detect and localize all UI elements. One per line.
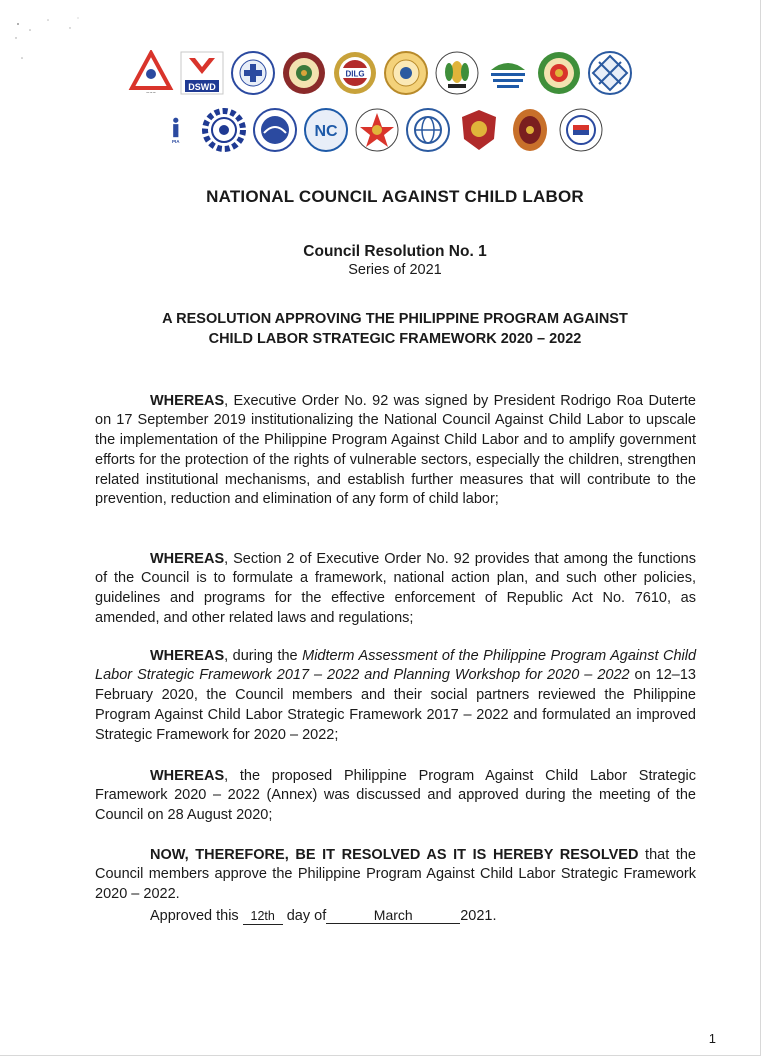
- pia-logo-icon: [166, 107, 196, 153]
- whereas-lead: WHEREAS: [150, 392, 225, 409]
- paragraph-text: , the proposed Philippine Program Against Child Labor Strategic Framework 2020 – 2022 (Annex) was discussed and approved during the meeting of the Council on 28 August 2020;: [95, 767, 696, 824]
- page-number: 1: [708, 1031, 716, 1046]
- resolution-title: [120, 309, 670, 349]
- organization-title: NATIONAL COUNCIL AGAINST CHILD LABOR: [206, 187, 584, 206]
- resolved-paragraph: [95, 846, 696, 905]
- dotr-seal-icon: [558, 107, 604, 153]
- approval-year: 2021.: [460, 908, 497, 924]
- agency-logos-row-2: [166, 107, 604, 153]
- ncip-label: NC: [314, 123, 338, 140]
- resolution-number: Council Resolution No. 1: [303, 243, 487, 260]
- approval-day: 12th: [243, 908, 283, 925]
- cwc-seal-icon: [354, 107, 400, 153]
- whereas-paragraph-3: [95, 647, 696, 746]
- dswd-logo-icon: [179, 50, 225, 96]
- paragraph-text: , during the: [224, 647, 303, 664]
- resolution-series: Series of 2021: [348, 262, 442, 278]
- whereas-lead: WHEREAS: [150, 767, 225, 784]
- approved-prefix: Approved this: [150, 908, 239, 924]
- dilg-label: DILG: [345, 69, 365, 79]
- whereas-paragraph-4: [95, 767, 696, 826]
- paragraph-text: , Executive Order No. 92 was signed by President Rodrigo Roa Duterte on 17 September 2019 institutionalizing the National Council Against Child Labor to upscale the implementation of the Philippine Program Against Child Labor and to amplify government efforts for the protection of the rights of vulnerable sectors, especially the children, strengthen related institutional mechanisms, and establish further measures that will contribute to the prevention, reduction and elimination of any form of child labor;: [95, 392, 696, 508]
- pcw-triangle-seal-icon: [128, 50, 174, 96]
- ncip-seal-icon: [303, 107, 349, 153]
- dost-seal-icon: [587, 50, 633, 96]
- approval-month: March: [326, 907, 460, 924]
- neda-seal-icon: [252, 107, 298, 153]
- dfa-seal-icon: [405, 107, 451, 153]
- paragraph-text: on 12–13 February 2020, the Council members and their social partners reviewed the Philippine Program Against Child Labor Strategic Framework 2017 – 2022 and formulated an improved Strategic Framework for 2020 – 2022;: [95, 667, 696, 743]
- tesda-gear-seal-icon: [201, 107, 247, 153]
- approved-day-word: day of: [286, 908, 327, 924]
- doh-seal-icon: [230, 50, 276, 96]
- pia-label: PIA: [171, 139, 180, 145]
- approval-line: [150, 907, 497, 925]
- agency-logos-row-1: [128, 50, 633, 96]
- whereas-lead: WHEREAS: [150, 550, 225, 567]
- resolution-title-line-1: A RESOLUTION APPROVING THE PHILIPPINE PROGRAM AGAINST: [162, 311, 628, 327]
- dti-seal-icon: [536, 50, 582, 96]
- da-seal-icon: [434, 50, 480, 96]
- dole-seal-icon: [383, 50, 429, 96]
- dilg-seal-icon: [332, 50, 378, 96]
- whereas-paragraph-2: [95, 550, 696, 629]
- whereas-lead: WHEREAS: [150, 647, 225, 664]
- workshop-title: Midterm Assessment of the Philippine Program Against Child Labor Strategic Framework 2017 – 2022 and Planning Workshop for 2020 – 2022: [95, 647, 697, 684]
- pnp-badge-icon: [456, 107, 502, 153]
- paragraph-text: , Section 2 of Executive Order No. 92 provides that among the functions of the Council is to formulate a framework, national action plan, and such other policies, guidelines and programs for the effective enforcement of Republic Act No. 7610, as amended, and other related laws and regulations;: [95, 550, 696, 626]
- paragraph-text: that the Council members approve the Philippine Program Against Child Labor Strategic Framework 2020 – 2022.: [95, 846, 696, 903]
- scan-artifact: [8, 10, 98, 70]
- denr-seal-icon: [485, 50, 531, 96]
- resolved-lead: NOW, THEREFORE, BE IT RESOLVED AS IT IS HEREBY RESOLVED: [150, 846, 639, 863]
- deped-seal-icon: [281, 50, 327, 96]
- dswd-label: DSWD: [188, 82, 216, 92]
- whereas-paragraph-1: [95, 392, 696, 511]
- svg-text:~~~: ~~~: [145, 90, 157, 95]
- nbi-seal-icon: [507, 107, 553, 153]
- resolution-title-line-2: CHILD LABOR STRATEGIC FRAMEWORK 2020 – 2022: [208, 331, 582, 347]
